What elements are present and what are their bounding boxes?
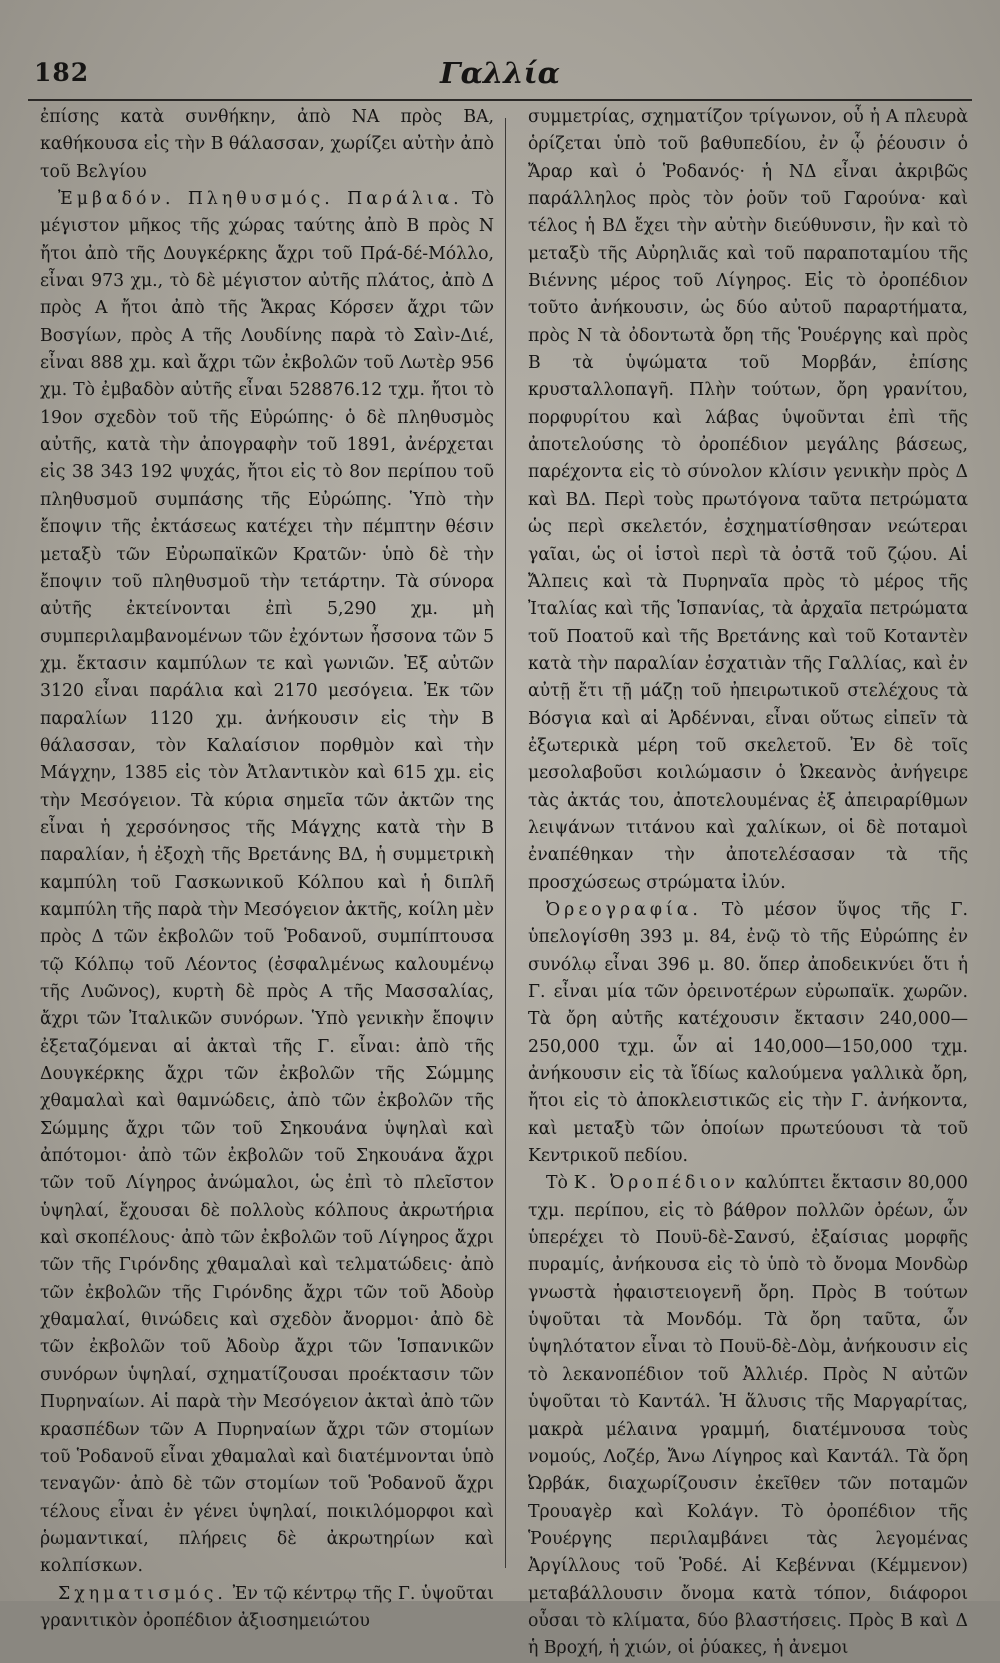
right-paragraph-2-text: Τὸ μέσον ὕψος τῆς Γ. ὑπελογίσθη 393 μ. 84, ἐνῷ τὸ τῆς Εὐρώπης ἐν συνόλῳ εἶναι 396 μ. 80. ὅπερ ἀποδεικνύει ὅτι ἡ Γ. εἶναι μία τῶν ὀρεινοτέρων εὐρωπαϊκ. χωρῶν. Τὰ ὄρη αὐτῆς κατέχουσιν ἔκτασιν 240,000—250,000 τχμ. ὧν αἱ 140,000—150,000 τχμ. ἀνήκουσιν εἰς τὰ ἴδίως καλούμενα γαλλικὰ ὄρη, ἤτοι εἰς τὸ ἀποκλειστικῶς εἰς τὴν Γ. ἀνήκοντα, καὶ μεταξὺ τῶν ὁποίων πρωτεύουσι τὰ τοῦ Κεντρικοῦ πεδίου. <box>528 899 968 1167</box>
right-paragraph-3-lead: Τὸ <box>546 1173 574 1194</box>
left-column <box>40 104 494 1635</box>
section-heading-central-plateau: Κ. Ὀροπέδιον <box>573 1173 740 1194</box>
right-paragraph-3-text: καλύπτει ἔκτασιν 80,000 τχμ. περίπου, εἰς τὸ βάθρον πολλῶν ὀρέων, ὧν ὑπερέχει τὸ Πουϋ-δὲ-Σανσύ, ἐξαίσιας μορφῆς πυραμίς, ἀνήκουσα εἰς τὸ ὑπὸ τὸ ὄνομα Μονδὼρ γνωστὰ ἡφαιστειογενῆ ὄρη. Πρὸς Β τούτων ὑψοῦται τὰ Μονδόμ. Τὰ ὄρη ταῦτα, ὧν ὑψηλότατον εἶναι τὸ Πουϋ-δὲ-Δὸμ, ἀνήκουσιν εἰς τὸ λεκανοπέδιον τοῦ Ἀλλιέρ. Πρὸς Ν αὐτῶν ὑψοῦται τὸ Καντάλ. Ἡ ἅλυσις τῆς Μαργαρίτας, μακρὰ μέλαινα γραμμή, διατέμνουσα τοὺς νομούς, Λοζέρ, Ἄνω Λίγηρος καὶ Καντάλ. Τὰ ὄρη Ὠρβάκ, διαχωρίζουσιν ἐκεῖθεν τῶν ποταμῶν Τρουαγὲρ καὶ Κολάγν. Τὸ ὀροπέδιον τῆς Ῥουέργης περιλαμβάνει τὰς λεγομένας Ἀργίλλους τοῦ Ῥοδέ. Αἱ Κεβένναι (Κέμμενον) μεταβάλλουσιν ὄνομα κατὰ τόπον, διάφοροι οὖσαι τὸ κλίματα, δύο βλαστήσεις. Πρὸς Β καὶ Δ ἡ Βροχή, ἡ χιών, οἱ ῥύακες, ἡ ἀνεμοι <box>528 1173 968 1659</box>
right-column <box>528 104 968 1663</box>
header-rule <box>28 99 972 101</box>
page-number: 182 <box>34 58 90 87</box>
left-paragraph-1: ἐπίσης κατὰ συνθήκην, ἀπὸ ΝΑ πρὸς ΒΑ, καθήκουσα εἰς τὴν Β θάλασσαν, χωρίζει αὐτὴν ἀπὸ τοῦ Βελγίου <box>40 107 494 182</box>
left-paragraph-3-text: Ἐν τῷ κέντρῳ τῆς Γ. ὑψοῦται γρανιτικὸν ὀροπέδιον ἀξιοσημειώτου <box>40 1583 494 1631</box>
right-paragraph-1: συμμετρίας, σχηματίζον τρίγωνον, οὗ ἡ Α πλευρὰ ὁρίζεται ὑπὸ τοῦ βαθυπεδίου, ἐν ᾧ ῥέουσιν ὁ Ἄραρ καὶ ὁ Ῥοδανός· ἡ ΝΔ εἶναι ἀκριβῶς παράλληλος πρὸς τὸν ῥοῦν τοῦ Γαρούνα· καὶ τέλος ἡ ΒΔ ἔχει τὴν αὐτὴν διεύθυνσιν, ἣν καὶ τὸ μεταξὺ τῆς Αὐρηλιᾶς καὶ τοῦ παραποταμίου τῆς Βιέννης μέρος τοῦ Λίγηρος. Εἰς τὸ ὀροπέδιον τοῦτο ἀνήκουσιν, ὡς δύο αὐτοῦ παραρτήματα, πρὸς Ν τὰ ὀδοντωτὰ ὄρη τῆς Ῥουέργης καὶ πρὸς Β τὰ ὑψώματα τοῦ Μορβάν, ἐπίσης κρυσταλλοπαγῆ. Πλὴν τούτων, ὄρη γρανίτου, πορφυρίτου καὶ λάβας ὑψοῦνται ἐπὶ τῆς ἀποτελούσης τὸ ὀροπέδιον μεγάλης βάσεως, παρέχοντα εἰς τὸ σύνολον κλίσιν γενικὴν πρὸς Δ καὶ ΒΔ. Περὶ τοὺς πρωτόγονα ταῦτα πετρώματα ὡς περὶ σκελετόν, ἐσχηματίσθησαν νεώτεραι γαῖαι, ὡς οἱ ἱστοὶ περὶ τὰ ὀστᾶ τοῦ ζῴου. Αἱ Ἄλπεις καὶ τὰ Πυρηναῖα πρὸς τὸ μέρος τῆς Ἰταλίας καὶ τῆς Ἱσπανίας, τὰ ἀρχαῖα πετρώματα τοῦ Ποατοῦ καὶ τῆς Βρετάνης καὶ τοῦ Κοταντὲν κατὰ τὴν παραλίαν ἐσχατιὰν τῆς Γαλλίας, καὶ ἐν αὐτῇ ἔτι τῇ μάζῃ τοῦ ἠπειρωτικοῦ στελέχους τὰ Βόσγια καὶ αἱ Ἀρδένναι, εἶναι οὕτως εἰπεῖν τὰ ἐξωτερικὰ μέρη τοῦ σκελετοῦ. Ἐν δὲ τοῖς μεσολαβοῦσι κοιλώμασιν ὁ Ὠκεανὸς ἀνήγειρε τὰς ἀκτάς του, ἀποτελουμένας ἐξ ἀπειραρίθμων λειψάνων τιτάνου καὶ χαλίκων, οἱ δὲ ποταμοὶ ἐναπέθηκαν τὴν ἀποτελέσασαν τὰ τῆς προσχώσεως στρώματα ἰλύν. <box>528 107 968 893</box>
left-paragraph-2 <box>40 186 494 1581</box>
column-divider <box>505 118 506 1568</box>
right-paragraph-2 <box>528 897 968 1170</box>
section-heading-formation: Σχηματισμός. <box>58 1583 227 1604</box>
left-paragraph-2-text: Τὸ μέγιστον μῆκος τῆς χώρας ταύτης ἀπὸ Β πρὸς Ν ἤτοι ἀπὸ τῆς Δουγκέρκης ἄχρι τοῦ Πρά-δέ-Μόλλο, εἶναι 973 χμ., τὸ δὲ μέγιστον αὐτῆς πλάτος, ἀπὸ Δ πρὸς Α ἤτοι ἀπὸ τῆς Ἄκρας Κόρσεν ἄχρι τῶν Βοσγίων, πρὸς Α τῆς Λουδίνης παρὰ τὸ Σαὶν-Διέ, εἶναι 888 χμ. καὶ ἄχρι τῶν ἐκβολῶν τοῦ Λωτὲρ 956 χμ. Τὸ ἐμβαδὸν αὐτῆς εἶναι 528876.12 τχμ. ἤτοι τὸ 19ον σχεδὸν τοῦ τῆς Εὐρώπης· ὁ δὲ πληθυσμὸς αὐτῆς, κατὰ τὴν ἀπογραφὴν τοῦ 1891, ἀνέρχεται εἰς 38 343 192 ψυχάς, ἤτοι εἰς τὸ 8ον περίπου τοῦ πληθυσμοῦ συμπάσης τῆς Εὐρώπης. Ὑπὸ τὴν ἔποψιν τῆς ἐκτάσεως κατέχει τὴν πέμπτην θέσιν μεταξὺ τῶν Εὐρωπαϊκῶν Κρατῶν· ὑπὸ δὲ τὴν ἔποψιν τοῦ πληθυσμοῦ τὴν τετάρτην. Τὰ σύνορα αὐτῆς ἐκτείνονται ἐπὶ 5,290 χμ. μὴ συμπεριλαμβανομένων τῶν ἐχόντων ἧσσονα τῶν 5 χμ. ἔκτασιν καμπύλων τε καὶ γωνιῶν. Ἐξ αὐτῶν 3120 εἶναι παράλια καὶ 2170 μεσόγεια. Ἐκ τῶν παραλίων 1120 χμ. ἀνήκουσιν εἰς τὴν Β θάλασσαν, τὸν Καλαίσιον πορθμὸν καὶ τὴν Μάγχην, 1385 εἰς τὸν Ἀτλαντικὸν καὶ 615 χμ. εἰς τὴν Μεσόγειον. Τὰ κύρια σημεῖα τῶν ἀκτῶν της εἶναι ἡ χερσόνησος τῆς Μάγχης κατὰ τὴν Β παραλίαν, ἡ ἐξοχὴ τῆς Βρετάνης ΒΔ, ἡ συμμετρικὴ καμπύλη τοῦ Γασκωνικοῦ Κόλπου καὶ ἡ διπλῆ καμπύλη τῆς παρὰ τὴν Μεσόγειον ἀκτῆς, κοίλη μὲν πρὸς Δ τῶν ἐκβολῶν τοῦ Ῥοδανοῦ, συμπίπτουσα τῷ Κόλπῳ τοῦ Λέοντος (ἐσφαλμένως καλουμένῳ τῆς Λυῶνος), κυρτὴ δὲ πρὸς Α τῆς Μασσαλίας, ἄχρι τῶν Ἰταλικῶν συνόρων. Ὑπὸ γενικὴν ἔποψιν ἐξεταζόμεναι αἱ ἀκταὶ τῆς Γ. εἶναι: ἀπὸ τῆς Δουγκέρκης ἄχρι τῶν ἐκβολῶν τῆς Σώμμης χθαμαλαὶ καὶ θαμνώδεις, ἀπὸ τῶν ἐκβολῶν τῆς Σώμμης ἄχρι τῶν τοῦ Σηκουάνα ὑψηλαὶ καὶ ἀπότομοι· ἀπὸ τῶν ἐκβολῶν τοῦ Σηκουάνα ἄχρι τῶν τοῦ Λίγηρος ἀνώμαλοι, ὡς ἐπὶ τὸ πλεῖστον ὑψηλαί, ἔχουσαι δὲ πολλοὺς κόλπους ἀκρωτήρια καὶ σκοπέλους· ἀπὸ τῶν ἐκβολῶν τοῦ Λίγηρος ἄχρι τῶν τῆς Γιρόνδης χθαμαλαὶ καὶ τελματώδεις· ἀπὸ τῶν ἐκβολῶν τῆς Γιρόνδης ἄχρι τῶν τοῦ Ἀδοὺρ χθαμαλαί, θινώδεις καὶ σχεδὸν ἄνορμοι· ἀπὸ δὲ τῶν ἐκβολῶν τοῦ Ἀδοὺρ ἄχρι τῶν Ἱσπανικῶν συνόρων ὑψηλαί, σχηματίζουσαι προέκτασιν τῶν Πυρηναίων. Αἱ παρὰ τὴν Μεσόγειον ἀκταὶ ἀπὸ τῶν κρασπέδων τῶν Α Πυρηναίων ἄχρι τῶν στομίων τοῦ Ῥοδανοῦ εἶναι χθαμαλαὶ καὶ διατέμνονται ὑπὸ τεναγῶν· ἀπὸ δὲ τῶν στομίων τοῦ Ῥοδανοῦ ἄχρι τέλους εἶναι ἐν γένει ὑψηλαί, ποικιλόμορφοι καὶ ῥωμαντικαί, πλήρεις δὲ ἀκρωτηρίων καὶ κολπίσκων. <box>40 189 494 1577</box>
right-paragraph-3 <box>528 1170 968 1662</box>
running-title: Γαλλία <box>440 56 560 90</box>
section-heading-orography: Ὀρεογραφία. <box>546 899 702 920</box>
left-paragraph-3 <box>40 1581 494 1636</box>
section-heading-area-population: Ἐμβαδόν. Πληθυσμός. Παράλια. <box>58 189 463 210</box>
